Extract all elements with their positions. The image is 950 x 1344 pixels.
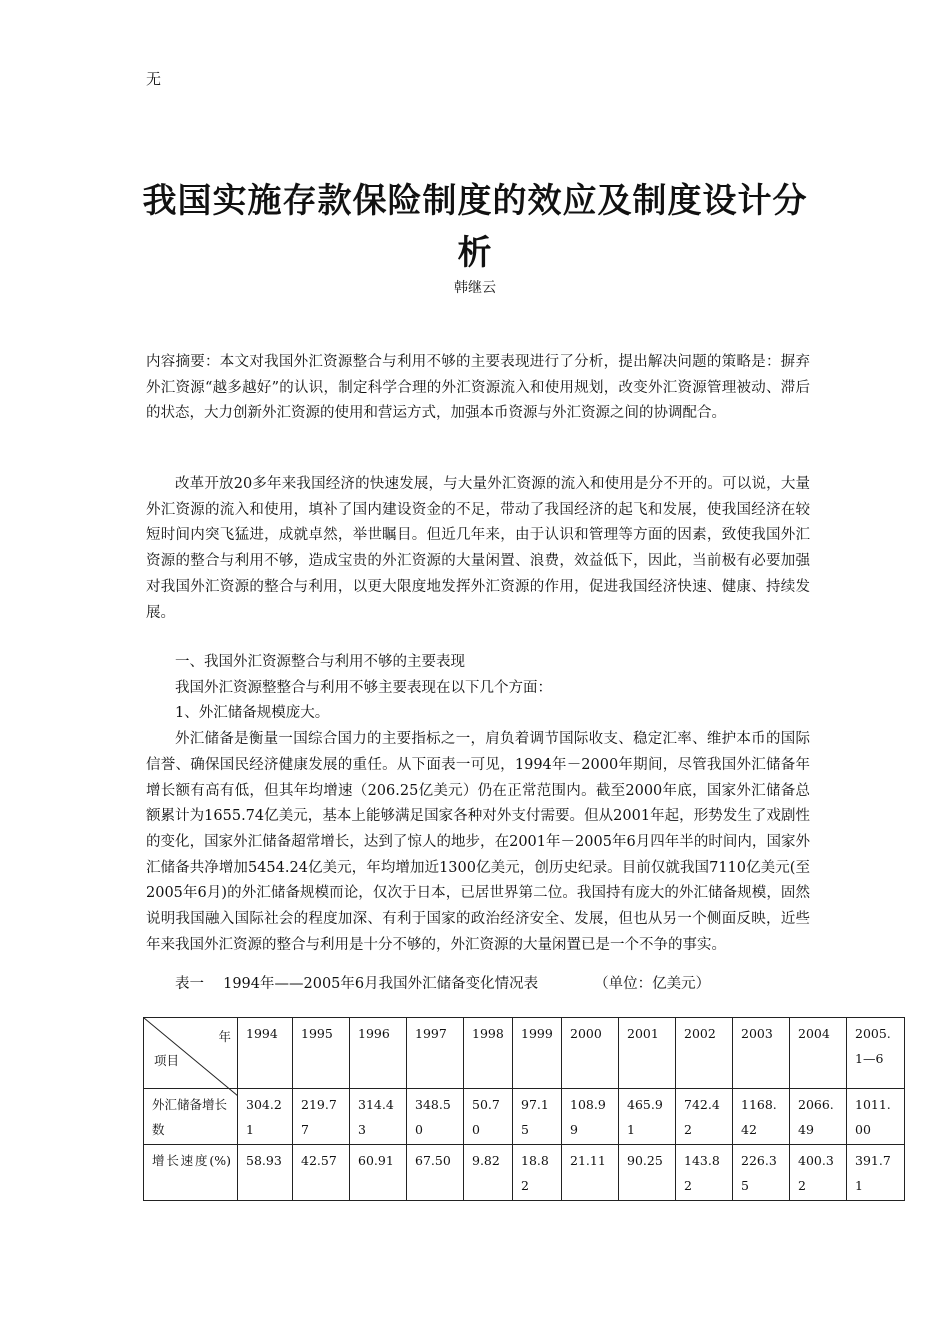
table-cell: 314.43 — [350, 1089, 407, 1145]
year-header: 1999 — [513, 1018, 562, 1089]
table-cell: 226.35 — [733, 1145, 790, 1201]
corner-item-label: 项目 — [154, 1053, 180, 1068]
table-caption-text: 表一 1994年——2005年6月我国外汇储备变化情况表 — [175, 976, 539, 992]
table-cell: 742.42 — [676, 1089, 733, 1145]
table-cell: 50.70 — [464, 1089, 513, 1145]
year-header: 1997 — [407, 1018, 464, 1089]
row-label: 外汇储备增长数 — [144, 1089, 238, 1145]
table-cell: 9.82 — [464, 1145, 513, 1201]
table-header-row — [144, 1018, 905, 1089]
intro-paragraph — [146, 472, 810, 626]
table-cell: 18.82 — [513, 1145, 562, 1201]
year-header: 2002 — [676, 1018, 733, 1089]
section-one — [146, 650, 810, 958]
section-lead: 我国外汇资源整整合与利用不够主要表现在以下几个方面： — [175, 679, 552, 696]
row-label: 增长速度(%) — [144, 1145, 238, 1201]
table-cell: 465.91 — [619, 1089, 676, 1145]
header-mark: 无 — [146, 70, 162, 88]
table-cell: 219.77 — [293, 1089, 350, 1145]
table-row-reserve-growth — [144, 1089, 905, 1145]
table-cell: 97.15 — [513, 1089, 562, 1145]
table-cell: 2066.49 — [790, 1089, 847, 1145]
corner-year-label: 年 — [218, 1029, 231, 1044]
table-cell: 1011.00 — [847, 1089, 905, 1145]
table-cell: 304.21 — [238, 1089, 293, 1145]
section-heading: 一、我国外汇资源整合与利用不够的主要表现 — [175, 654, 465, 670]
table-cell: 348.50 — [407, 1089, 464, 1145]
table-cell: 58.93 — [238, 1145, 293, 1201]
year-header: 2001 — [619, 1018, 676, 1089]
year-header: 1996 — [350, 1018, 407, 1089]
year-header: 1995 — [293, 1018, 350, 1089]
table-cell: 143.82 — [676, 1145, 733, 1201]
table-cell: 21.11 — [562, 1145, 619, 1201]
table-caption — [146, 972, 810, 996]
table-cell: 400.32 — [790, 1145, 847, 1201]
year-header: 2005.1—6 — [847, 1018, 905, 1089]
table-cell: 1168.42 — [733, 1089, 790, 1145]
table-row-growth-rate — [144, 1145, 905, 1201]
author: 韩继云 — [454, 280, 496, 296]
year-header: 1998 — [464, 1018, 513, 1089]
section-subheading: 1、外汇储备规模庞大。 — [175, 705, 330, 722]
table-corner-cell — [144, 1018, 238, 1089]
table-cell: 67.50 — [407, 1145, 464, 1201]
table-cell: 60.91 — [350, 1145, 407, 1201]
forex-reserve-table — [143, 1017, 905, 1201]
page-title: 我国实施存款保险制度的效应及制度设计分析 — [142, 181, 808, 273]
intro-text: 改革开放20多年来我国经济的快速发展，与大量外汇资源的流入和使用是分不开的。可以说，大量外汇资源的流入和使用，填补了国内建设资金的不足，带动了我国经济的起飞和发展，使我国经济在较短时间内突飞猛进，成就卓然，举世瞩目。但近几年来，由于认识和管理等方面的因素，致使我国外汇资源的整合与利用不够，造成宝贵的外汇资源的大量闲置、浪费，效益低下，因此，当前极有必要加强对我国外汇资源的整合与利用，以更大限度地发挥外汇资源的作用，促进我国经济快速、健康、持续发展。 — [146, 476, 810, 621]
abstract-paragraph — [146, 350, 810, 427]
table-cell: 42.57 — [293, 1145, 350, 1201]
abstract-text: 内容摘要：本文对我国外汇资源整合与利用不够的主要表现进行了分析，提出解决问题的策略是：摒弃外汇资源“越多越好”的认识，制定科学合理的外汇资源流入和使用规划，改变外汇资源管理被动、滞后的状态，大力创新外汇资源的使用和营运方式，加强本币资源与外汇资源之间的协调配合。 — [146, 354, 810, 422]
year-header: 1994 — [238, 1018, 293, 1089]
year-header: 2003 — [733, 1018, 790, 1089]
year-header: 2000 — [562, 1018, 619, 1089]
year-header: 2004 — [790, 1018, 847, 1089]
table-cell: 391.71 — [847, 1145, 905, 1201]
table-cell: 90.25 — [619, 1145, 676, 1201]
table-unit: （单位：亿美元） — [594, 976, 711, 992]
table-cell: 108.99 — [562, 1089, 619, 1145]
section-body: 外汇储备是衡量一国综合国力的主要指标之一，肩负着调节国际收支、稳定汇率、维护本币的国际信誉、确保国民经济健康发展的重任。从下面表一可见，1994年－2000年期间，尽管我国外汇储备年增长额有高有低，但其年均增速（206.25亿美元）仍在正常范围内。截至2000年底，国家外汇储备总额累计为1655.74亿美元，基本上能够满足国家各种对外支付需要。但从2001年起，形势发生了戏剧性的变化，国家外汇储备超常增长，达到了惊人的地步，在2001年－2005年6月四年半的时间内，国家外汇储备共净增加5454.24亿美元，年均增加近1300亿美元，创历史纪录。目前仅就我国7110亿美元(至2005年6月)的外汇储备规模而论，仅次于日本，已居世界第二位。我国持有庞大的外汇储备规模，固然说明我国融入国际社会的程度加深、有利于国家的政治经济安全、发展，但也从另一个侧面反映，近些年来我国外汇资源的整合与利用是十分不够的，外汇资源的大量闲置已是一个不争的事实。 — [146, 731, 810, 953]
